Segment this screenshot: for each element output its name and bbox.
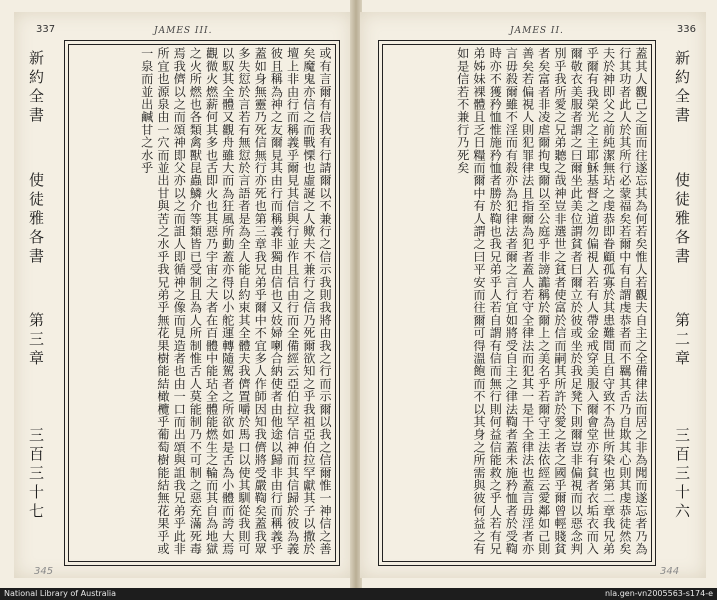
right-pencil-mark: 344 xyxy=(660,566,680,577)
left-pencil-mark: 345 xyxy=(34,566,54,577)
right-body-text: 蓋其人觀己之面而往遂忘其為何若矣惟人若觀夫自主之全備律法而居之非為聞而遂忘者乃為行其功者此人於其所行必蒙福矣若爾中有自謂虔恭者而不羈其舌乃自欺其心則其虔恭徒然矣夫於神即父之前純潔無玷之虔恭即眷顧孤寡於其患難間且自守致不為世所染也第二章我兄弟乎爾有我榮光之主耶穌基督之道勿偏視人若有人帶金戒穿美服入爾會堂亦有貧者衣垢衣而入爾敬衣美服者謂之曰爾坐此美位謂貧者曰爾立於彼或坐於我足凳下則爾豈非偏視而以惡念判別乎我所愛之兄弟聽之哉神豈非選世之貧者使富於信而嗣其所許於愛之者之國乎爾曾輕賤貧者矣富者非凌虐爾拘曳爾以至公庭乎非謗讟稱於爾上之美名乎若爾守王法依經云愛鄰如己則善矣若偏視人則犯罪律法且指爾為犯者蓋人若守全律法而犯其一是干全律法也蓋言毋淫者亦言毋殺爾雖不淫而有殺亦為犯律法者爾之言行宜如將受自主之律法鞫者蓋未施矜恤者於受鞫時亦不獲矜恤惟施矜恤者勝於鞫也我兄弟乎人若自謂有信而無行則何益信能救之乎人若有兄弟姊妹裸體且乏日糧而爾中有人謂之曰平安而往爾可得溫飽而不以其身之所需與彼何益之有如是信若不兼行乃死矣 xyxy=(455,47,648,555)
left-text-frame xyxy=(64,40,340,566)
right-page xyxy=(360,12,706,578)
right-running-head: JAMES II. xyxy=(510,26,564,36)
right-page-number: 336 xyxy=(676,24,696,35)
left-book-subtitle: 使徒雅各書 xyxy=(27,172,45,267)
footer-institution: National Library of Australia xyxy=(4,589,117,598)
footer-identifier: nla.gen-vn2005563-s174-e xyxy=(604,589,713,598)
footer-bar xyxy=(0,588,717,600)
left-folio: 三百三十七 xyxy=(27,427,45,522)
right-book-subtitle: 使徒雅各書 xyxy=(673,172,691,267)
left-book-title: 新約全書 xyxy=(27,50,45,126)
right-folio: 三百三十六 xyxy=(673,427,691,522)
left-page xyxy=(14,12,352,578)
right-text-frame xyxy=(378,40,656,566)
right-chapter-label: 第二章 xyxy=(673,312,691,369)
left-running-head: JAMES III. xyxy=(154,26,213,36)
right-book-title: 新約全書 xyxy=(673,50,691,126)
left-page-number: 337 xyxy=(36,24,56,35)
left-chapter-label: 第三章 xyxy=(27,312,45,369)
left-body-text: 或有言爾有信我有行請爾以不兼行之信示我則我將由我之行而示爾以我之信爾惟一神信之善矣魔鬼亦信之而戰慄也虛誕之人歟夫不兼行之信乃死爾欲知之乎我祖亞伯拉罕獻其子以撒於壇上非由行而稱義乎爾見其信與行並作且信由行而全備經云亞伯拉罕信神而其信歸於彼為義彼且稱為神之友爾見其由行而稱義非獨由信也又妓婦喇合納使者由他途以歸非由行而稱義乎蓋如身無靈乃死信無行亦死也第三章我兄弟乎爾中不宜多人作師因知我儕將受嚴鞫矣蓋我眾多失愆於言若有無愆於言語者是為全人能自約束其全體夫我儕置嚼於馬口以使其馴從我則可以馭其全體又觀舟雖大而為狂風所動蓋亦得以小舵運轉隨駕者之所欲如是舌為小體而誇大焉觀微火燃薪何其多也舌即火也其惡乃宇宙之大者在百體中能玷全體能燃生之輪而其自為地獄之火所燃也各類禽獸昆蟲鱗介等類皆已受制且為人所制惟舌人莫能制乃不可制之惡充滿死毒焉我儕以之而頌神即父亦以之而詛人即循神之像而見造者也由一口而出頌與詛我兄弟乎此非所宜也源泉由一穴而並出甘與苦之水乎我兄弟乎無花果樹能結橄欖乎葡萄樹能結無花果乎或一泉而並出鹹甘之水乎 xyxy=(139,47,332,555)
